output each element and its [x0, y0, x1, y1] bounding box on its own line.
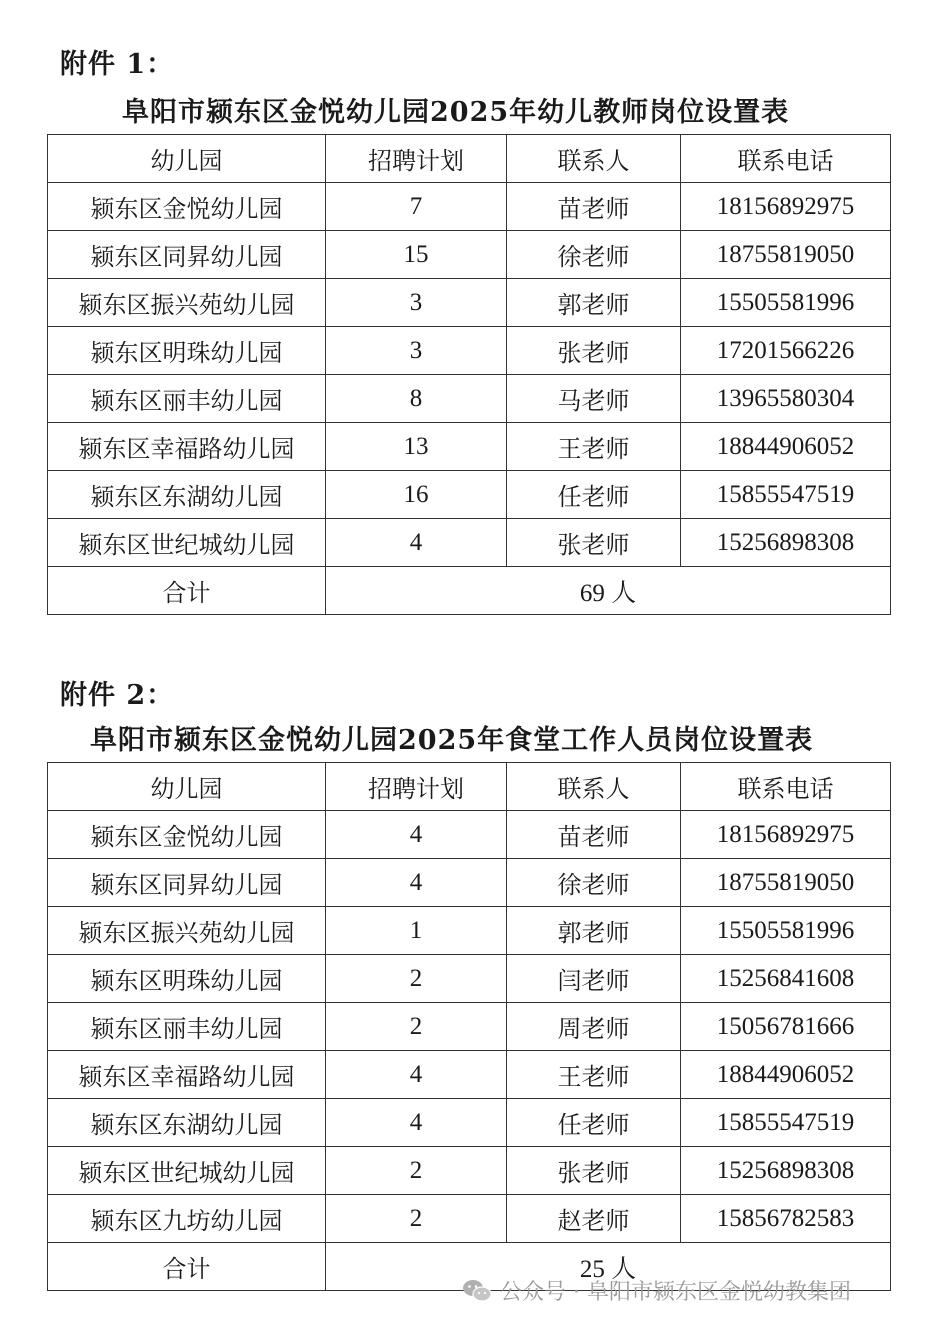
cell-contact: 苗老师: [507, 183, 681, 231]
cell-phone: 15256841608: [681, 955, 891, 1003]
watermark-text: 公众号 · 阜阳市颍东区金悦幼教集团: [500, 1280, 851, 1305]
cell-plan: 1: [326, 907, 507, 955]
watermark: [462, 1275, 851, 1306]
cell-kindergarten: 颍东区明珠幼儿园: [48, 955, 326, 1003]
table-header-row: [48, 135, 891, 183]
cell-kindergarten: 颍东区九坊幼儿园: [48, 1195, 326, 1243]
cell-contact: 王老师: [507, 423, 681, 471]
total-label: 合计: [48, 567, 326, 615]
table-row: [48, 955, 891, 1003]
cell-kindergarten: 颍东区幸福路幼儿园: [48, 423, 326, 471]
cell-kindergarten: 颍东区世纪城幼儿园: [48, 519, 326, 567]
cell-phone: 18844906052: [681, 423, 891, 471]
cell-contact: 赵老师: [507, 1195, 681, 1243]
header-plan: 招聘计划: [326, 763, 507, 811]
cell-phone: 18755819050: [681, 231, 891, 279]
cell-plan: 4: [326, 811, 507, 859]
cell-phone: 15256898308: [681, 1147, 891, 1195]
cell-kindergarten: 颍东区同昇幼儿园: [48, 859, 326, 907]
table-row: [48, 1099, 891, 1147]
table-row: [48, 423, 891, 471]
cell-plan: 4: [326, 519, 507, 567]
table-row: [48, 1051, 891, 1099]
cell-phone: 15505581996: [681, 279, 891, 327]
cell-contact: 徐老师: [507, 859, 681, 907]
cell-kindergarten: 颍东区东湖幼儿园: [48, 1099, 326, 1147]
total-value: 69 人: [326, 567, 891, 615]
cell-contact: 周老师: [507, 1003, 681, 1051]
header-plan: 招聘计划: [326, 135, 507, 183]
cell-plan: 7: [326, 183, 507, 231]
cell-plan: 2: [326, 955, 507, 1003]
cell-contact: 王老师: [507, 1051, 681, 1099]
cell-kindergarten: 颍东区同昇幼儿园: [48, 231, 326, 279]
cell-plan: 3: [326, 279, 507, 327]
cell-plan: 2: [326, 1147, 507, 1195]
header-kindergarten: 幼儿园: [48, 763, 326, 811]
cell-phone: 18156892975: [681, 811, 891, 859]
attachment-1-title: 阜阳市颍东区金悦幼儿园2025年幼儿教师岗位设置表: [122, 97, 790, 128]
table-row: [48, 907, 891, 955]
cell-contact: 徐老师: [507, 231, 681, 279]
cell-contact: 任老师: [507, 471, 681, 519]
cell-kindergarten: 颍东区世纪城幼儿园: [48, 1147, 326, 1195]
table-row: [48, 327, 891, 375]
header-kindergarten: 幼儿园: [48, 135, 326, 183]
table-row: [48, 375, 891, 423]
header-phone: 联系电话: [681, 135, 891, 183]
cell-plan: 3: [326, 327, 507, 375]
attachment-1-label: 附件 1：: [60, 49, 175, 80]
cell-kindergarten: 颍东区东湖幼儿园: [48, 471, 326, 519]
cell-kindergarten: 颍东区丽丰幼儿园: [48, 375, 326, 423]
wechat-icon: [462, 1278, 492, 1304]
cell-contact: 闫老师: [507, 955, 681, 1003]
cell-contact: 郭老师: [507, 279, 681, 327]
cell-phone: 15505581996: [681, 907, 891, 955]
cell-plan: 16: [326, 471, 507, 519]
cell-kindergarten: 颍东区丽丰幼儿园: [48, 1003, 326, 1051]
table-row: [48, 811, 891, 859]
header-contact: 联系人: [507, 763, 681, 811]
cell-phone: 15856782583: [681, 1195, 891, 1243]
table-row: [48, 519, 891, 567]
cell-plan: 4: [326, 1051, 507, 1099]
table-row: [48, 279, 891, 327]
cell-phone: 17201566226: [681, 327, 891, 375]
cell-contact: 苗老师: [507, 811, 681, 859]
table-row: [48, 859, 891, 907]
cell-kindergarten: 颍东区振兴苑幼儿园: [48, 279, 326, 327]
attachment-2-label: 附件 2：: [60, 680, 175, 711]
table-row: [48, 1003, 891, 1051]
total-row: [48, 567, 891, 615]
cell-kindergarten: 颍东区幸福路幼儿园: [48, 1051, 326, 1099]
cell-plan: 4: [326, 859, 507, 907]
cell-contact: 张老师: [507, 327, 681, 375]
table-row: [48, 1147, 891, 1195]
cell-contact: 张老师: [507, 519, 681, 567]
cell-phone: 15855547519: [681, 471, 891, 519]
cell-kindergarten: 颍东区金悦幼儿园: [48, 811, 326, 859]
cell-plan: 4: [326, 1099, 507, 1147]
cell-phone: 15056781666: [681, 1003, 891, 1051]
cell-phone: 13965580304: [681, 375, 891, 423]
total-value: 25 人: [326, 1243, 891, 1291]
cell-plan: 2: [326, 1195, 507, 1243]
table-row: [48, 183, 891, 231]
cell-phone: 18156892975: [681, 183, 891, 231]
cell-plan: 13: [326, 423, 507, 471]
cell-contact: 马老师: [507, 375, 681, 423]
cell-phone: 15855547519: [681, 1099, 891, 1147]
cell-phone: 18755819050: [681, 859, 891, 907]
cell-contact: 郭老师: [507, 907, 681, 955]
header-phone: 联系电话: [681, 763, 891, 811]
cell-kindergarten: 颍东区金悦幼儿园: [48, 183, 326, 231]
cell-phone: 15256898308: [681, 519, 891, 567]
total-label: 合计: [48, 1243, 326, 1291]
canteen-post-table: [47, 762, 891, 1291]
cell-kindergarten: 颍东区明珠幼儿园: [48, 327, 326, 375]
table-header-row: [48, 763, 891, 811]
header-contact: 联系人: [507, 135, 681, 183]
cell-contact: 任老师: [507, 1099, 681, 1147]
cell-plan: 15: [326, 231, 507, 279]
cell-plan: 2: [326, 1003, 507, 1051]
table-row: [48, 231, 891, 279]
cell-kindergarten: 颍东区振兴苑幼儿园: [48, 907, 326, 955]
attachment-2-title: 阜阳市颍东区金悦幼儿园2025年食堂工作人员岗位设置表: [90, 725, 814, 756]
cell-contact: 张老师: [507, 1147, 681, 1195]
table-row: [48, 1195, 891, 1243]
teacher-post-table: [47, 134, 891, 615]
cell-plan: 8: [326, 375, 507, 423]
table-row: [48, 471, 891, 519]
cell-phone: 18844906052: [681, 1051, 891, 1099]
